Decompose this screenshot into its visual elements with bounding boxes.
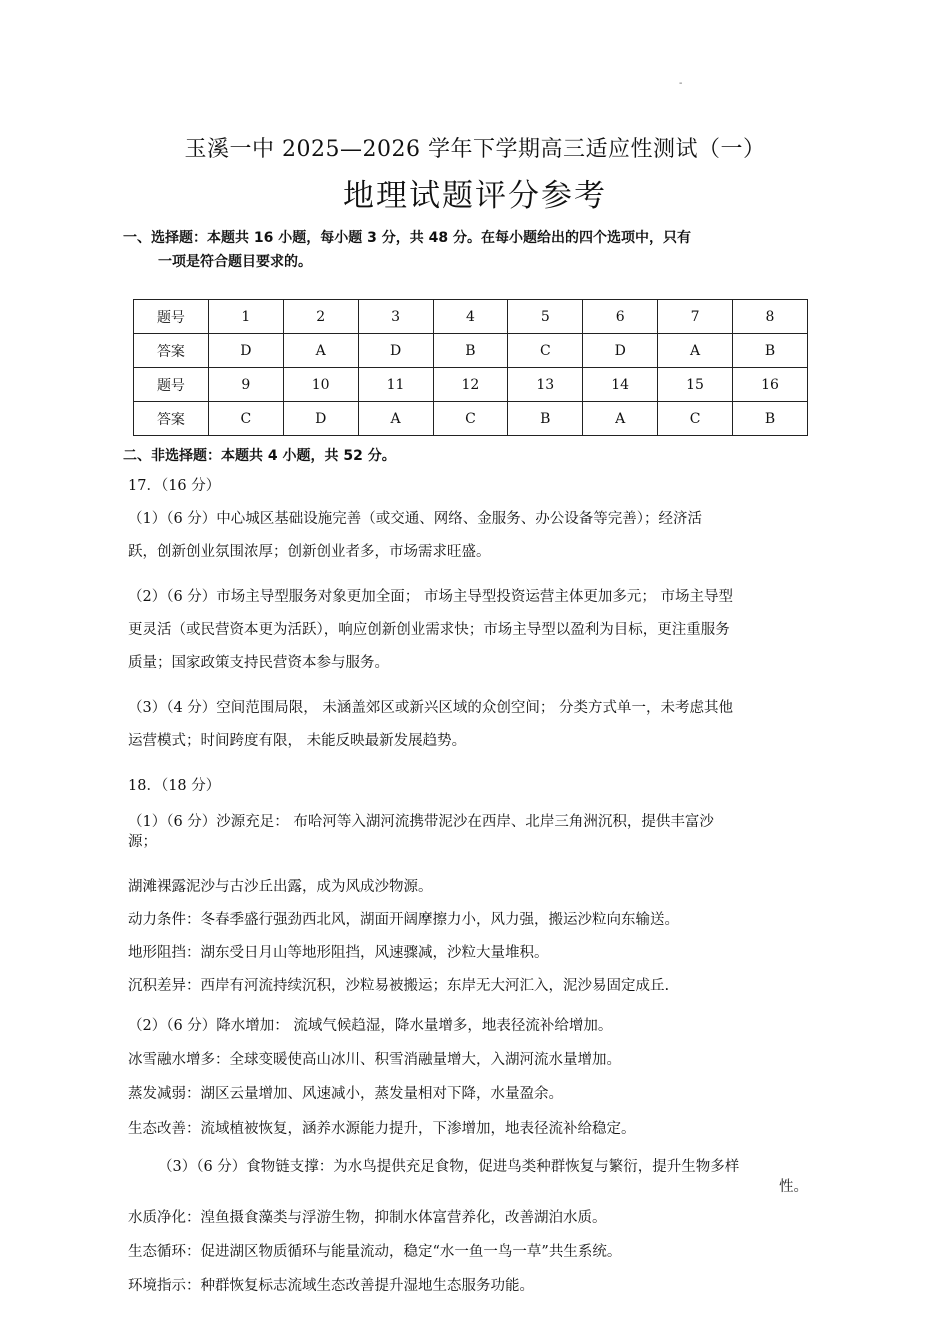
- q17-p1-line-1: （1）（6 分）中心城区基础设施完善（或交通、网络、金服务、办公设备等完善）；经济活: [128, 511, 703, 527]
- table-cell: 8: [733, 300, 808, 334]
- q18-p1-line-1: （1）（6 分）沙源充足： 布哈河等入湖河流携带泥沙在西岸、北岸三角洲沉积，提供丰富沙: [128, 814, 714, 830]
- table-cell: C: [208, 402, 283, 436]
- table-cell: 答案: [134, 334, 209, 368]
- table-cell: C: [658, 402, 733, 436]
- q18-heading: 18．（18 分）: [128, 778, 221, 794]
- table-cell: B: [433, 334, 508, 368]
- table-cell: 答案: [134, 402, 209, 436]
- table-cell: 16: [733, 368, 808, 402]
- table-cell: B: [733, 334, 808, 368]
- table-cell: C: [433, 402, 508, 436]
- q18-line: 水质净化：湟鱼摄食藻类与浮游生物，抑制水体富营养化，改善湖泊水质。: [128, 1210, 607, 1226]
- section-2-heading: 二、非选择题：本题共 4 小题，共 52 分。: [123, 448, 396, 464]
- table-cell: B: [733, 402, 808, 436]
- q18-line: 生态改善：流域植被恢复，涵养水源能力提升，下渗增加，地表径流补给稳定。: [128, 1121, 636, 1137]
- table-cell: 13: [508, 368, 583, 402]
- table-cell: 4: [433, 300, 508, 334]
- table-cell: D: [358, 334, 433, 368]
- table-cell: C: [508, 334, 583, 368]
- page-mark: -: [679, 78, 683, 89]
- q18-line: 沉积差异：西岸有河流持续沉积，沙粒易被搬运；东岸无大河汇入，泥沙易固定成丘.: [128, 978, 670, 994]
- q18-p3-line-2: 性。: [779, 1179, 808, 1195]
- table-cell: 11: [358, 368, 433, 402]
- school-title: 玉溪一中 2025—2026 学年下学期高三适应性测试（一）: [184, 137, 766, 162]
- table-cell: A: [283, 334, 358, 368]
- q18-p1-line-2: 源；: [128, 834, 157, 850]
- table-cell: 5: [508, 300, 583, 334]
- q18-p3-line-1: （3）（6 分）食物链支撑：为水鸟提供充足食物，促进鸟类种群恢复与繁衍，提升生物多样: [158, 1159, 740, 1175]
- table-cell: 9: [208, 368, 283, 402]
- table-cell: D: [283, 402, 358, 436]
- q17-p3-line-1: （3）（4 分）空间范围局限， 未涵盖郊区或新兴区域的众创空间； 分类方式单一，未考虑其他: [128, 700, 734, 716]
- q17-p2-line-3: 质量；国家政策支持民营资本参与服务。: [128, 655, 389, 671]
- section-1-line-1: 一、选择题：本题共 16 小题，每小题 3 分，共 48 分。在每小题给出的四个选项中，只有: [123, 230, 691, 246]
- q18-line: 蒸发减弱：湖区云量增加、风速减小，蒸发量相对下降，水量盈余。: [128, 1086, 563, 1102]
- table-cell: 12: [433, 368, 508, 402]
- q17-p2-line-1: （2）（6 分）市场主导型服务对象更加全面； 市场主导型投资运营主体更加多元； 市场主导型: [128, 589, 734, 605]
- q18-line: （2）（6 分）降水增加： 流域气候趋湿，降水量增多，地表径流补给增加。: [128, 1018, 613, 1034]
- section-1-line-2: 一项是符合题目要求的。: [158, 254, 312, 270]
- table-cell: 10: [283, 368, 358, 402]
- q18-line: 生态循环：促进湖区物质循环与能量流动，稳定“水一鱼一鸟一草”共生系统。: [128, 1244, 622, 1260]
- q17-heading: 17．（16 分）: [128, 478, 221, 494]
- table-cell: 6: [583, 300, 658, 334]
- q18-line: 湖滩裸露泥沙与古沙丘出露，成为风成沙物源。: [128, 879, 433, 895]
- table-cell: A: [358, 402, 433, 436]
- table-cell: 2: [283, 300, 358, 334]
- table-cell: A: [658, 334, 733, 368]
- table-cell: 题号: [134, 300, 209, 334]
- q18-line: 地形阻挡：湖东受日月山等地形阻挡，风速骤减，沙粒大量堆积。: [128, 945, 549, 961]
- table-row: [134, 402, 808, 436]
- table-cell: 题号: [134, 368, 209, 402]
- answer-table: [133, 299, 808, 436]
- table-cell: D: [208, 334, 283, 368]
- q18-line: 冰雪融水增多：全球变暖使高山冰川、积雪消融量增大，入湖河流水量增加。: [128, 1052, 621, 1068]
- table-cell: 1: [208, 300, 283, 334]
- table-cell: 3: [358, 300, 433, 334]
- page-title: 地理试题评分参考: [343, 178, 607, 214]
- table-cell: A: [583, 402, 658, 436]
- table-cell: D: [583, 334, 658, 368]
- section-1-heading: [123, 226, 813, 274]
- table-cell: 15: [658, 368, 733, 402]
- table-row: [134, 300, 808, 334]
- q17-p1-line-2: 跃，创新创业氛围浓厚；创新创业者多，市场需求旺盛。: [128, 544, 491, 560]
- table-cell: B: [508, 402, 583, 436]
- table-cell: 7: [658, 300, 733, 334]
- q18-line: 环境指示：种群恢复标志流域生态改善提升湿地生态服务功能。: [128, 1278, 534, 1294]
- q17-p3-line-2: 运营模式；时间跨度有限， 未能反映最新发展趋势。: [128, 733, 467, 749]
- table-row: [134, 334, 808, 368]
- table-cell: 14: [583, 368, 658, 402]
- q17-p2-line-2: 更灵活（或民营资本更为活跃），响应创新创业需求快；市场主导型以盈利为目标，更注重服务: [128, 622, 730, 638]
- table-row: [134, 368, 808, 402]
- q18-line: 动力条件：冬春季盛行强劲西北风，湖面开阔摩擦力小，风力强，搬运沙粒向东输送。: [128, 912, 679, 928]
